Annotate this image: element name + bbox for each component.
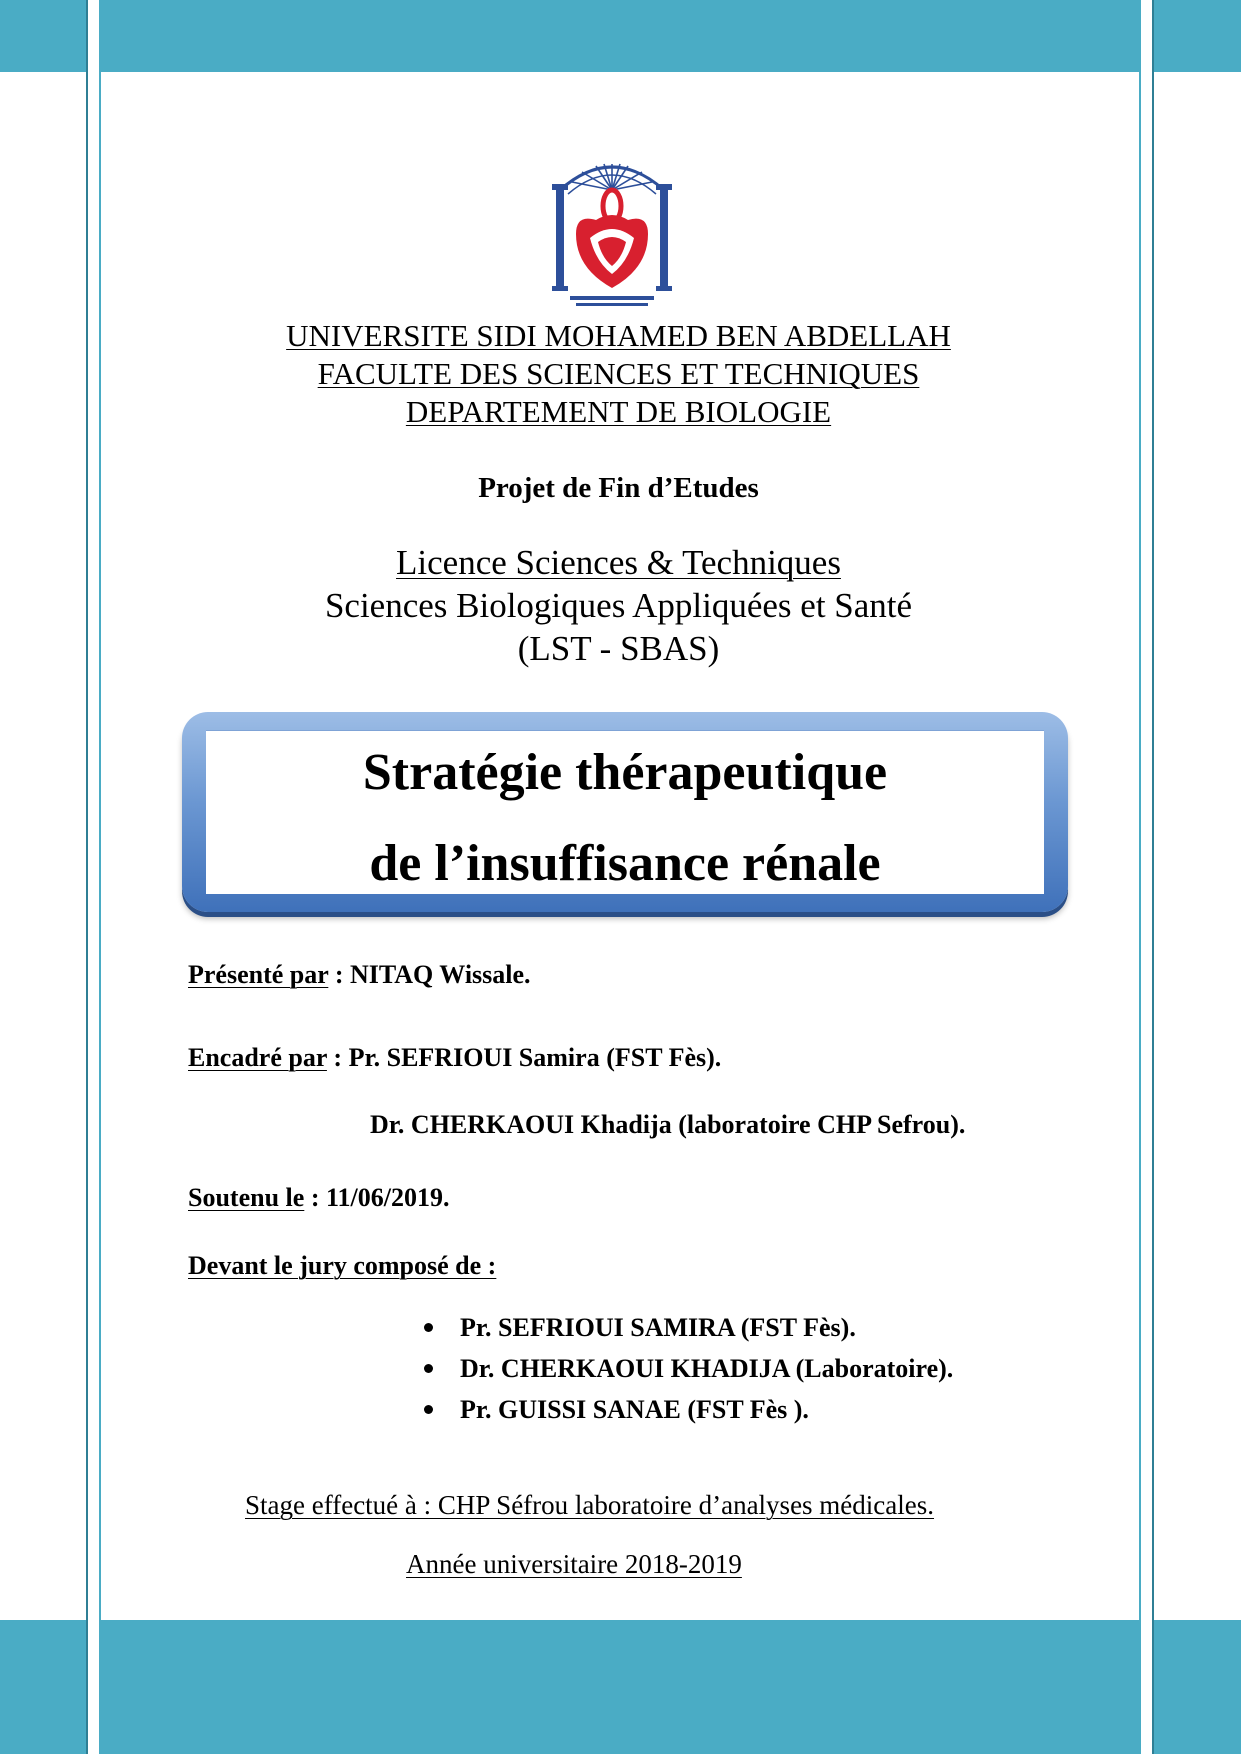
jury-member	[418, 1389, 953, 1430]
left-border-line	[86, 0, 88, 1754]
jury-member-name: Pr. GUISSI SANAE (FST Fès ).	[460, 1395, 809, 1424]
university-seal-icon	[546, 150, 678, 310]
degree-line-1	[0, 541, 1239, 584]
academic-year: Année universitaire 2018-2019	[406, 1549, 742, 1579]
bottom-band-right	[1154, 1620, 1241, 1754]
thesis-title-line-2: de l’insuffisance rénale	[369, 835, 881, 892]
presented-value: : NITAQ Wissale.	[328, 960, 531, 989]
bottom-band-left	[0, 1620, 86, 1754]
supervised-row	[188, 1043, 721, 1073]
bullet-icon	[424, 1364, 433, 1373]
defense-row	[188, 1183, 449, 1213]
right-border-line	[1152, 0, 1154, 1754]
bullet-icon	[424, 1323, 433, 1332]
jury-member	[418, 1307, 953, 1348]
bullet-icon	[424, 1405, 433, 1414]
top-band-left	[0, 0, 86, 72]
bottom-band-center	[101, 1620, 1139, 1754]
jury-label: Devant le jury composé de :	[188, 1251, 497, 1280]
project-type: Projet de Fin d’Etudes	[478, 472, 759, 504]
supervised-label: Encadré par	[188, 1043, 327, 1072]
presented-row	[188, 960, 531, 990]
degree-line-3: (LST - SBAS)	[517, 629, 720, 668]
jury-member	[418, 1348, 953, 1389]
defense-date: : 11/06/2019.	[304, 1183, 450, 1212]
department-name: DEPARTEMENT DE BIOLOGIE	[405, 394, 832, 429]
title-frame	[182, 712, 1068, 912]
left-inner-border-line	[99, 0, 101, 1754]
thesis-title-line-1: Stratégie thérapeutique	[362, 744, 888, 801]
faculty-name: FACULTE DES SCIENCES ET TECHNIQUES	[317, 356, 920, 391]
top-band-right	[1154, 0, 1241, 72]
jury-heading	[188, 1251, 496, 1281]
top-band-center	[101, 0, 1139, 72]
jury-list	[418, 1307, 953, 1430]
jury-member-name: Dr. CHERKAOUI KHADIJA (Laboratoire).	[460, 1354, 954, 1383]
degree-line-2: Sciences Biologiques Appliquées et Santé	[324, 586, 913, 625]
title-box	[206, 730, 1044, 894]
supervised-value: : Pr. SEFRIOUI Samira (FST Fès).	[326, 1043, 722, 1072]
internship-location: Stage effectué à : CHP Séfrou laboratoire d’analyses médicales.	[245, 1490, 935, 1520]
co-supervisor: Dr. CHERKAOUI Khadija (laboratoire CHP Sefrou).	[370, 1110, 966, 1139]
university-name: UNIVERSITE SIDI MOHAMED BEN ABDELLAH	[286, 318, 951, 353]
right-inner-border-line	[1139, 0, 1141, 1754]
degree-name: Licence Sciences & Techniques	[396, 543, 841, 582]
presented-label: Présenté par	[188, 960, 329, 989]
defense-label: Soutenu le	[188, 1183, 305, 1212]
jury-member-name: Pr. SEFRIOUI SAMIRA (FST Fès).	[460, 1313, 856, 1342]
